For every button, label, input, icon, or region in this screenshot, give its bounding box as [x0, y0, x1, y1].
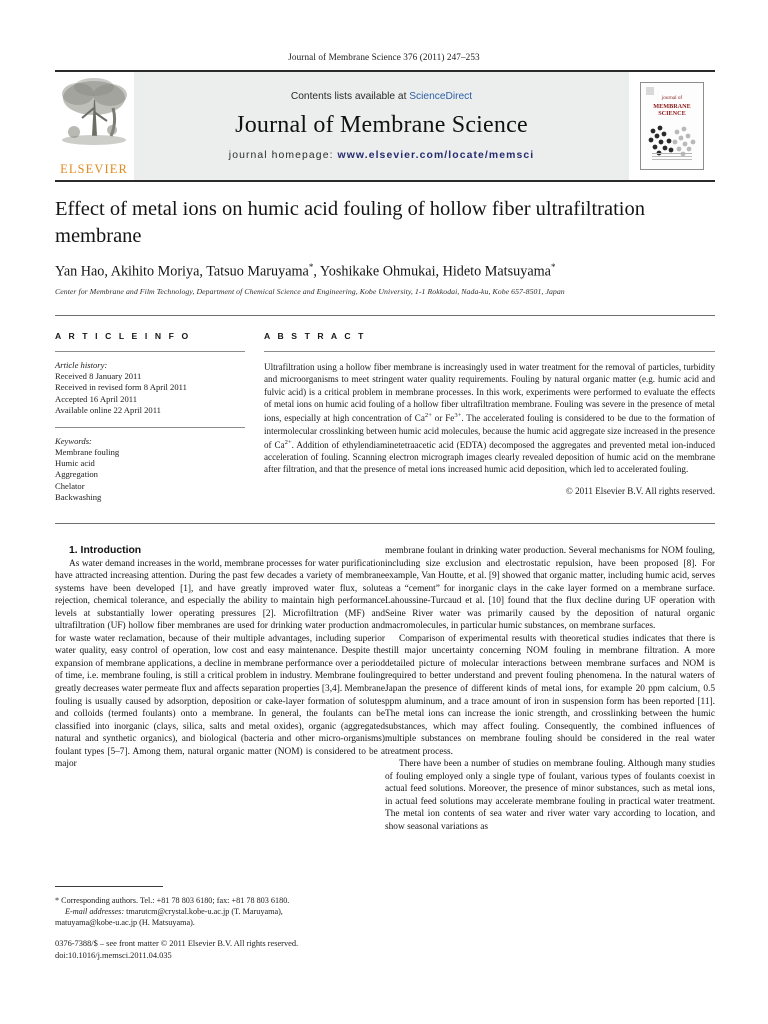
body-column-right — [385, 545, 715, 834]
abstract-text — [264, 361, 715, 476]
contents-available-line — [291, 91, 472, 102]
journal-cover-thumbnail — [629, 72, 715, 180]
email-address-matsuyama[interactable]: matuyama@kobe-u.ac.jp (H. Matsuyama). — [55, 918, 195, 928]
abstract-superscript-2: 3+ — [454, 412, 462, 420]
issn-copyright-block — [55, 938, 395, 961]
running-head: Journal of Membrane Science 376 (2011) 247–253 — [288, 52, 480, 62]
sciencedirect-link[interactable]: ScienceDirect — [409, 91, 473, 102]
abstract-column — [264, 331, 715, 496]
keywords-block — [55, 436, 245, 504]
article-info-divider — [55, 351, 245, 352]
paper-title: Effect of metal ions on humic acid fouling of hollow fiber ultrafiltration membrane — [55, 198, 645, 247]
keyword-item: Chelator — [55, 480, 85, 491]
journal-masthead — [55, 70, 715, 182]
abstract-part-4: . Addition of ethylendiaminetetraacetic acid (EDTA) decomposed the aggregates and prevented metal ion-induced acceleration of fouling. Scanning electron micrograph images clearly revealed deposition of humic acid on the membrane after filtration, and that the presence of metal ions increased humic acid deposition, which led to accelerated fouling. — [264, 439, 715, 475]
elsevier-logo — [55, 72, 134, 180]
abstract-part-1: Ultrafiltration using a hollow fiber membrane is increasingly used in water treatment for the removal of particles, turbidity and microorganisms to meet stringent water quality requirements. Fouling by natural organic matter (e.g. humic acid and fulvic acid) is a critical problem in membrane processes. In this work, experiments were performed to evaluate the effects of metal ions on humic acid fouling of a hollow fiber ultrafiltration membrane. Fouling was severe in the presence of metal ions, especially at high concentration of Ca — [264, 362, 715, 424]
footnote-rule — [55, 886, 163, 887]
author-footnote-marker: * — [550, 262, 556, 272]
journal-homepage-link[interactable]: www.elsevier.com/locate/memsci — [337, 150, 535, 161]
article-history-label: Article history: — [55, 360, 108, 370]
cover-title-text — [641, 95, 703, 118]
author-list: Yan Hao, Akihito Moriya, Tatsuo Maruyama*, Yoshikake Ohmukai, Hideto Matsuyama* — [55, 262, 556, 280]
abstract-copyright: © 2011 Elsevier B.V. All rights reserved. — [565, 485, 715, 496]
body-paragraph: Comparison of experimental results with theoretical studies indicates that there is still major uncertainty concerning NOM fouling in membrane filtration. A more detailed picture of molecular interactions between membrane surfaces and NOM is required to better understand and prevent fouling phenomena. In the natural waters of Japan the presence of different kinds of metal ions, for example 20 ppm calcium, 0.5 ppm aluminum, and a trace amount of iron in suspension form has been reported [11]. The metal ions can increase the ionic strength, and crosslinking between the humic substances, which may affect fouling. Consequently, the combined influences of multiple substances on membrane fouling should be considered in the real water treatment process. — [385, 633, 715, 757]
homepage-prefix-text: journal homepage: — [228, 150, 338, 161]
contents-prefix-text: Contents lists available at — [290, 91, 410, 102]
keywords-label: Keywords: — [55, 435, 92, 446]
body-paragraph: There have been a number of studies on membrane fouling. Although many studies of fouling employed only a single type of foulant, various types of foulants coexist in actual feed solutions. Moreover, the presence of minor substances, such as metal ions, in actual feed solutions may accelerate membrane fouling in practical water treatment. The metal ion contents of sea water and river water vary according to location, and show seasonal variations as — [385, 759, 715, 833]
body-paragraph: As water demand increases in the world, membrane processes for water purification have attracted increasing attention. During the past few decades a variety of membrane systems have been developed [1], and have greatly improved water flux, solute rejection, chemical tolerance, and especially the ability to maintain high performance levels at substantially lower operating pressures [2]. Microfiltration (MF) and ultrafiltration (UF) hollow fiber membranes are used for drinking water production and for waste water reclamation, because of their multiple advantages, including superior water quality, easy control of operation, low cost and easy maintenance. Despite the expansion of membrane applications, a decline in membrane performance over a period of time, i.e. membrane fouling, is still a critical problem in industry. Membrane fouling greatly decreases water permeate flux and affects separation properties [3,4]. Membrane fouling is usually caused by adsorption, deposition or cake-layer formation of solutes and colloids (termed foulants) onto a membrane. In general, the foulants can be classified into inorganic (clays, silica, salts and metal oxides), organic (aggregated natural and synthetic organics), and biological (bacteria and other micro-organisms) foulant types [5–7]. Among them, natural organic matter (NOM) is considered to be a major — [55, 558, 385, 770]
abstract-superscript-3: 2+ — [284, 438, 292, 446]
doi-line[interactable]: doi:10.1016/j.memsci.2011.04.035 — [55, 950, 172, 960]
abstract-part-2: or Fe — [431, 413, 455, 424]
info-section-bottom-rule — [55, 523, 715, 524]
cover-line-3: SCIENCE — [658, 110, 686, 117]
article-info-heading: A R T I C L E I N F O — [55, 331, 191, 341]
author-affiliation: Center for Membrane and Film Technology, Department of Chemical Science and Engineering, Kobe University, 1-1 Rokkodai, Nada-ku, Kobe 657-8501, Japan — [55, 287, 565, 296]
issn-line: 0376-7388/$ – see front matter © 2011 Elsevier B.V. All rights reserved. — [55, 939, 299, 948]
keyword-item: Backwashing — [55, 492, 102, 503]
info-section-top-rule — [55, 315, 715, 316]
abstract-heading: A B S T R A C T — [264, 331, 367, 341]
email-addresses-line-1 — [55, 906, 387, 917]
article-info-column — [55, 331, 245, 504]
cover-line-1: journal of — [661, 95, 683, 101]
body-paragraph: membrane foulant in drinking water production. Several mechanisms for NOM fouling, including size exclusion and electrostatic repulsion, have been proposed [8]. For example, Van Houtte, et al. [9] showed that organic matter, including humic acid, serves as a “cement” for inorganic clays in the cake layer formed on a membrane surface. Lahoussine-Turcaud et al. [10] found that the flux decline during UF operation with Seine River water was primarily caused by the deposition of natural organic macromolecules, in particular humic substances, on membrane surfaces. — [385, 546, 715, 632]
email-address-maruyama[interactable]: tmarutcm@crystal.kobe-u.ac.jp (T. Maruyama), — [124, 907, 283, 917]
keywords-divider — [55, 427, 245, 428]
abstract-part-3: . The accelerated fouling is considered to be due to the formation of intermolecular crosslinking between humic acid molecules, because the humic acid aggregate size increased in the presence of Ca — [264, 413, 715, 450]
cover-footer-lines — [652, 153, 692, 164]
cover-corner-mark — [646, 87, 654, 95]
article-history-item: Accepted 16 April 2011 — [55, 393, 138, 404]
keyword-item: Humic acid — [55, 458, 95, 469]
article-history-item: Received 8 January 2011 — [55, 371, 142, 381]
journal-title: Journal of Membrane Science — [235, 112, 528, 138]
email-addresses-label: E-mail addresses: — [65, 907, 125, 917]
footnote-block — [55, 886, 387, 929]
body-column-left — [55, 545, 385, 771]
section-heading-introduction: 1. Introduction — [69, 545, 142, 556]
elsevier-wordmark: ELSEVIER — [60, 162, 128, 176]
keyword-item: Aggregation — [55, 469, 98, 480]
abstract-divider — [264, 351, 715, 352]
keyword-item: Membrane fouling — [55, 446, 120, 457]
cover-line-2: MEMBRANE — [653, 102, 691, 110]
journal-homepage-line — [229, 150, 534, 161]
corresponding-author-note: * Corresponding authors. Tel.: +81 78 803 6180; fax: +81 78 803 6180. — [55, 896, 290, 905]
article-history-item: Available online 22 April 2011 — [55, 405, 161, 416]
author-footnote-marker: * — [308, 262, 314, 272]
abstract-superscript-1: 2+ — [424, 412, 432, 420]
elsevier-tree-icon — [58, 74, 130, 152]
article-history-item: Received in revised form 8 April 2011 — [55, 382, 187, 393]
masthead-center — [134, 72, 629, 180]
